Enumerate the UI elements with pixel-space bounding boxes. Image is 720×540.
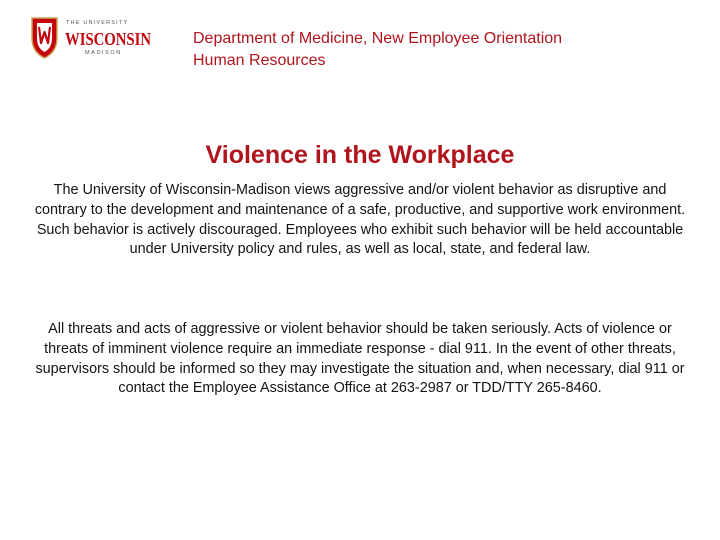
logo-name: WISCONSIN: [65, 29, 152, 49]
header-subtitle: Human Resources: [193, 52, 326, 69]
policy-paragraph: The University of Wisconsin-Madison views aggressive and/or violent behavior as disruptive and contrary to the development and maintenance of a safe, productive, and supportive work environment. Such behavior is actively discouraged. Employees who exhibit such behavior will be held accountable under University policy and rules, as well as local, state, and federal law.: [34, 182, 686, 258]
page-title: Violence in the Workplace: [205, 141, 515, 169]
header-department: Department of Medicine, New Employee Orientation: [193, 30, 563, 47]
logo-bottom-text: MADISON: [85, 50, 122, 56]
uw-crest-icon: [32, 18, 57, 58]
header: [193, 28, 562, 72]
uw-madison-logo: [30, 14, 155, 60]
response-paragraph: All threats and acts of aggressive or violent behavior should be taken seriously. Acts of violence or threats of imminent violence require an immediate response - dial 911. In the event of other threats, supervisors should be informed so they may investigate the situation and, when necessary, dial 911 or contact the Employee Assistance Office at 263-2987 or TDD/TTY 265-8460.: [35, 321, 685, 397]
logo-top-text: THE UNIVERSITY: [66, 20, 129, 26]
